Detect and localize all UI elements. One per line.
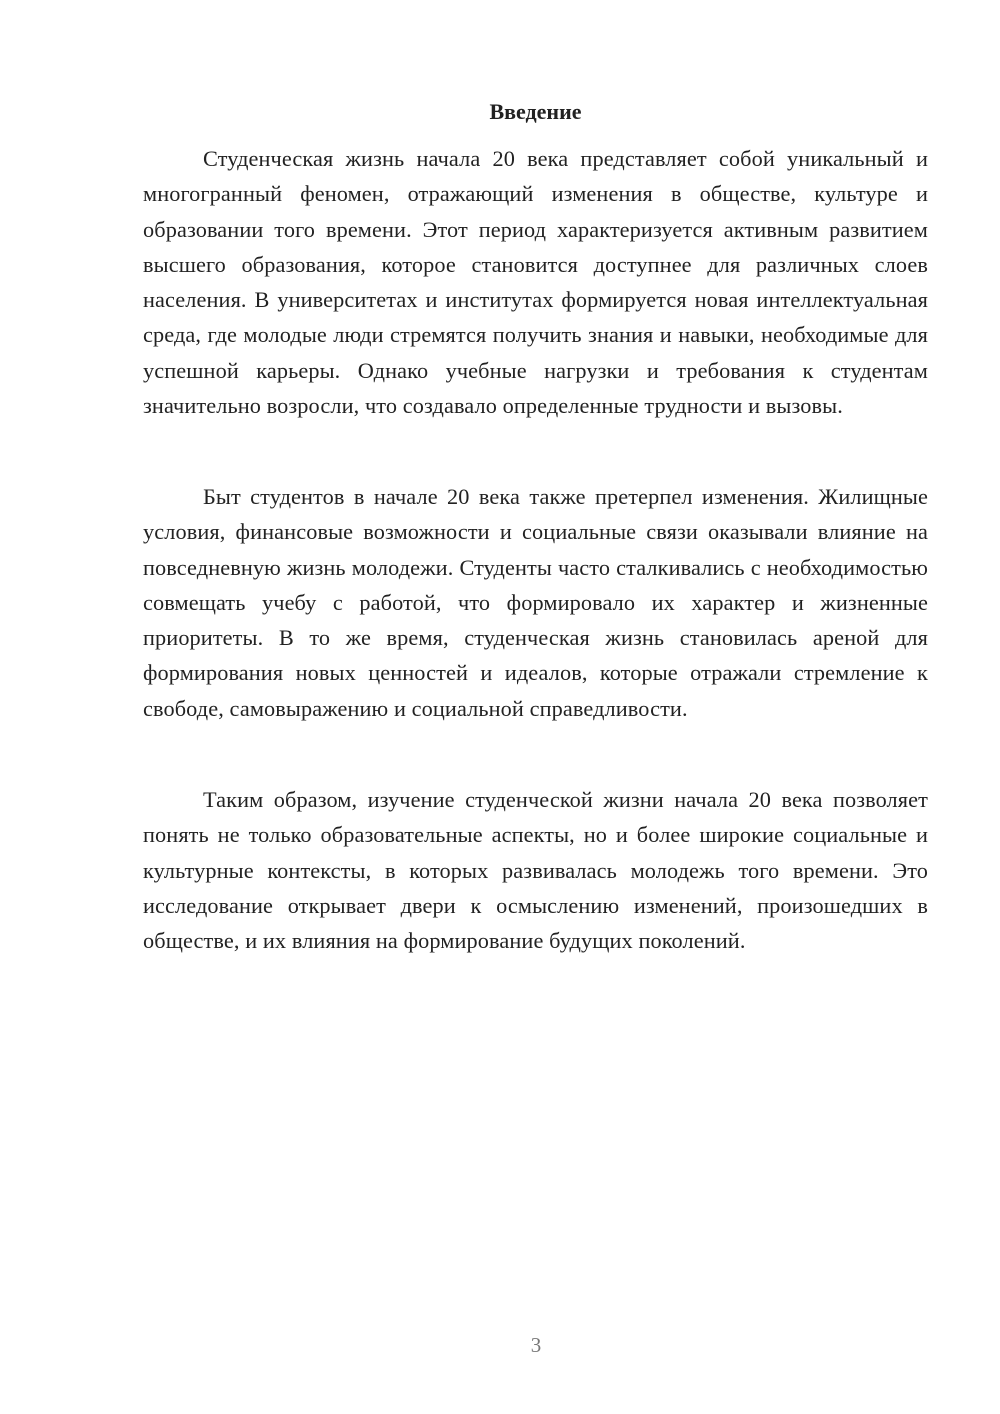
- paragraph-1: Студенческая жизнь начала 20 века представляет собой уникальный и многогранный феномен, отражающий изменения в обществе, культуре и образовании того времени. Этот период характеризуется активным развитием высшего образования, которое становится доступнее для различных слоев населения. В университетах и институтах формируется новая интеллектуальная среда, где молодые люди стремятся получить знания и навыки, необходимые для успешной карьеры. Однако учебные нагрузки и требования к студентам значительно возросли, что создавало определенные трудности и вызовы.: [143, 146, 928, 419]
- page-number: 3: [530, 1333, 542, 1357]
- paragraph-3: Таким образом, изучение студенческой жизни начала 20 века позволяет понять не только образовательные аспекты, но и более широкие социальные и культурные контексты, в которых развивалась молодежь того времени. Это исследование открывает двери к осмыслению изменений, произошедших в обществе, и их влияния на формирование будущих поколений.: [143, 787, 928, 954]
- section-heading: Введение: [489, 99, 582, 124]
- paragraph-2: Быт студентов в начале 20 века также претерпел изменения. Жилищные условия, финансовые возможности и социальные связи оказывали влияние на повседневную жизнь молодежи. Студенты часто сталкивались с необходимостью совмещать учебу с работой, что формировало их характер и жизненные приоритеты. В то же время, студенческая жизнь становилась ареной для формирования новых ценностей и идеалов, которые отражали стремление к свободе, самовыражению и социальной справедливости.: [143, 484, 928, 721]
